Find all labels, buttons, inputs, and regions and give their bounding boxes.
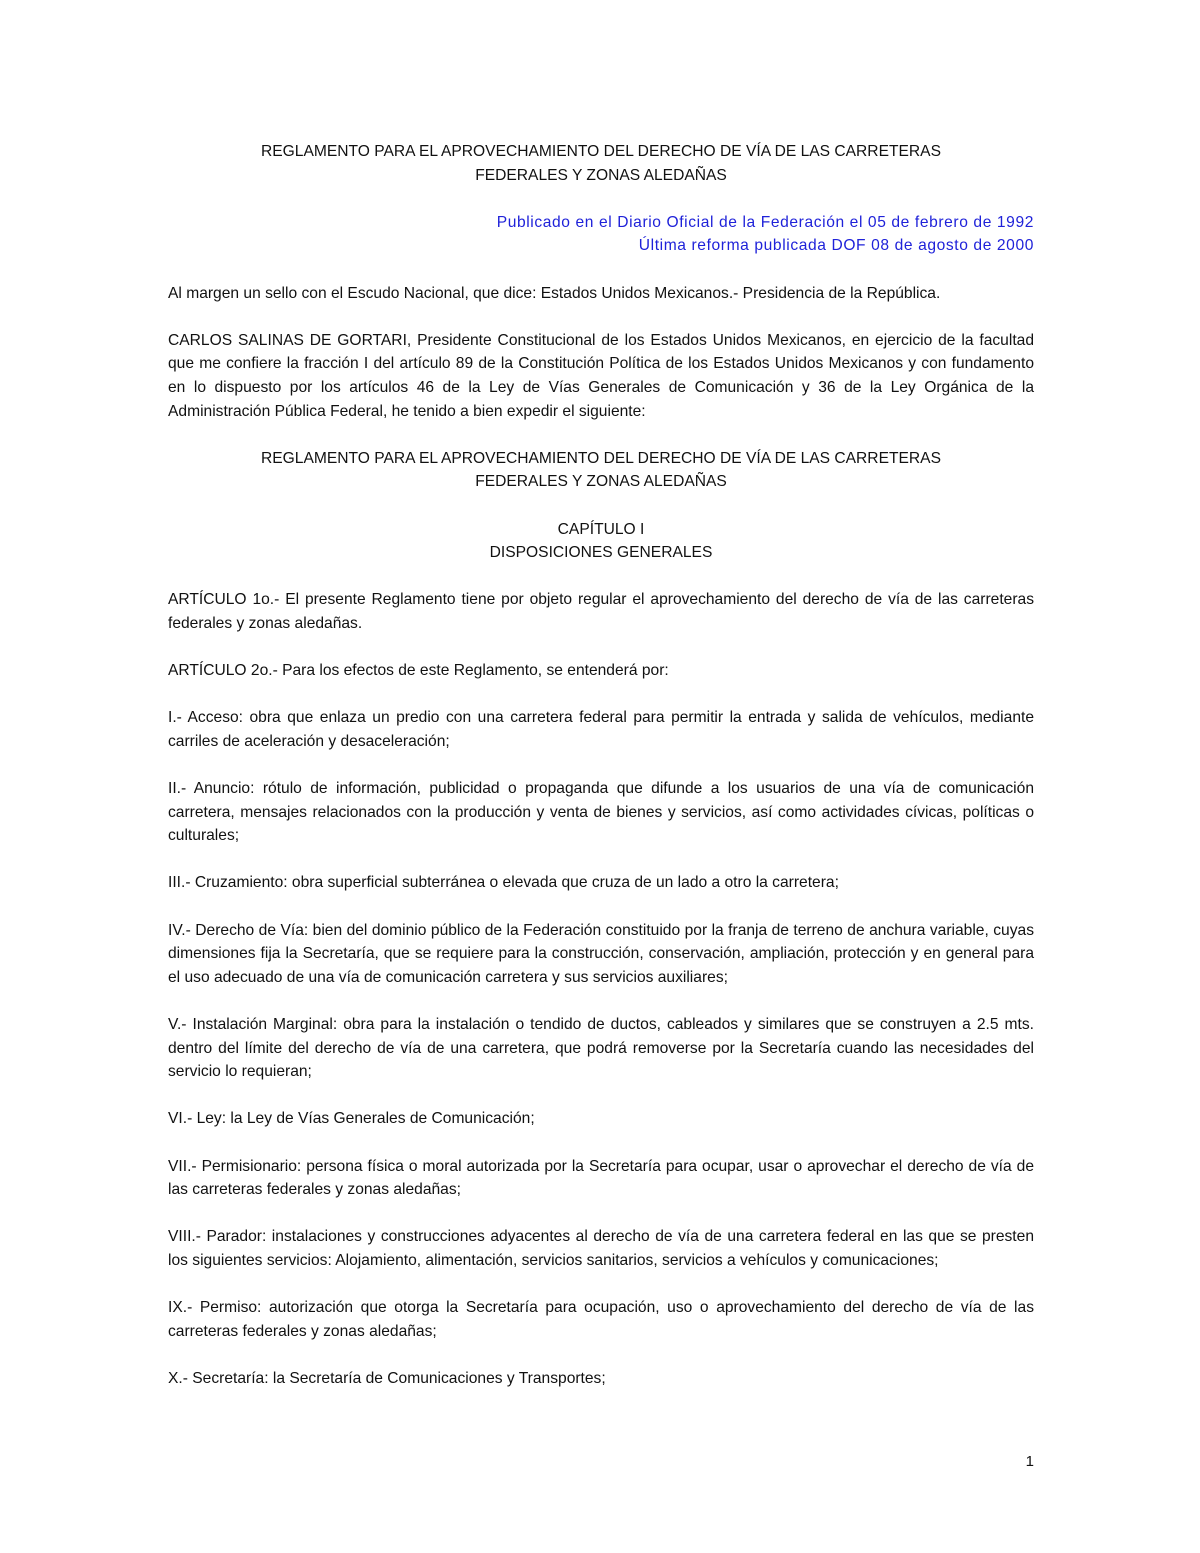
definition-viii: VIII.- Parador: instalaciones y construcciones adyacentes al derecho de vía de una carretera federal en las que se presten los siguientes servicios: Alojamiento, alimentación, servicios sanitarios, servicios a vehículos y comunicaciones; — [168, 1228, 1034, 1269]
definition-iv: IV.- Derecho de Vía: bien del dominio público de la Federación constituido por la franja de terreno de anchura variable, cuyas dimensiones fija la Secretaría, que se requiere para la construcción, conservación, ampliación, protección y en general para el uso adecuado de una vía de comunicación carretera y sus servicios auxiliares; — [168, 921, 1034, 986]
seal-paragraph: Al margen un sello con el Escudo Nacional, que dice: Estados Unidos Mexicanos.- Presidencia de la República. — [168, 284, 941, 302]
title-line-1: REGLAMENTO PARA EL APROVECHAMIENTO DEL DERECHO DE VÍA DE LAS CARRETERAS — [261, 143, 941, 160]
document-page — [168, 140, 1034, 1414]
definition-vii: VII.- Permisionario: persona física o moral autorizada por la Secretaría para ocupar, usar o aprovechar el derecho de vía de las carreteras federales y zonas aledañas; — [168, 1157, 1034, 1199]
article-2: ARTÍCULO 2o.- Para los efectos de este Reglamento, se entenderá por: — [168, 662, 669, 680]
page-number: 1 — [1025, 1453, 1034, 1470]
publication-date: Publicado en el Diario Oficial de la Federación el 05 de febrero de 1992 — [496, 213, 1034, 231]
chapter-heading — [168, 518, 1034, 565]
title-repeat-line-1: REGLAMENTO PARA EL APROVECHAMIENTO DEL DERECHO DE VÍA DE LAS CARRETERAS — [261, 449, 941, 467]
article-1: ARTÍCULO 1o.- El presente Reglamento tiene por objeto regular el aprovechamiento del derecho de vía de las carreteras federales y zonas aledañas. — [168, 591, 1034, 632]
definition-x: X.- Secretaría: la Secretaría de Comunicaciones y Transportes; — [168, 1369, 606, 1387]
document-title-repeat — [168, 447, 1034, 494]
preamble-paragraph: CARLOS SALINAS DE GORTARI, Presidente Constitucional de los Estados Unidos Mexicanos, en ejercicio de la facultad que me confiere la fracción I del artículo 89 de la Constitución Política de los Estados Unidos Mexicanos y con fundamento en lo dispuesto por los artículos 46 de la Ley de Vías Generales de Comunicación y 36 de la Ley Orgánica de la Administración Pública Federal, he tenido a bien expedir el siguiente: — [168, 331, 1034, 420]
definition-vi: VI.- Ley: la Ley de Vías Generales de Comunicación; — [168, 1110, 535, 1128]
definition-v: V.- Instalación Marginal: obra para la instalación o tendido de ductos, cableados y similares que se construyen a 2.5 mts. dentro del límite del derecho de vía de una carretera, que podrá removerse por la Secretaría cuando las necesidades del servicio lo requieran; — [168, 1015, 1034, 1081]
chapter-name: DISPOSICIONES GENERALES — [489, 544, 713, 562]
last-reform-date: Última reforma publicada DOF 08 de agosto de 2000 — [638, 237, 1034, 255]
publication-info — [168, 211, 1034, 258]
definition-ii: II.- Anuncio: rótulo de información, publicidad o propaganda que difunde a los usuarios de una vía de comunicación carretera, mensajes relacionados con la producción y venta de bienes y servicios, así como actividades cívicas, políticas o culturales; — [168, 780, 1034, 845]
document-title — [168, 140, 1034, 187]
chapter-number: CAPÍTULO I — [557, 520, 645, 538]
definition-i: I.- Acceso: obra que enlaza un predio con una carretera federal para permitir la entrada y salida de vehículos, mediante carriles de aceleración y desaceleración; — [168, 709, 1034, 750]
definition-ix: IX.- Permiso: autorización que otorga la Secretaría para ocupación, uso o aprovechamiento del derecho de vía de las carreteras federales y zonas aledañas; — [168, 1299, 1034, 1340]
title-line-2: FEDERALES Y ZONAS ALEDAÑAS — [475, 166, 727, 184]
definition-iii: III.- Cruzamiento: obra superficial subterránea o elevada que cruza de un lado a otro la carretera; — [168, 874, 839, 892]
title-repeat-line-2: FEDERALES Y ZONAS ALEDAÑAS — [475, 473, 727, 491]
